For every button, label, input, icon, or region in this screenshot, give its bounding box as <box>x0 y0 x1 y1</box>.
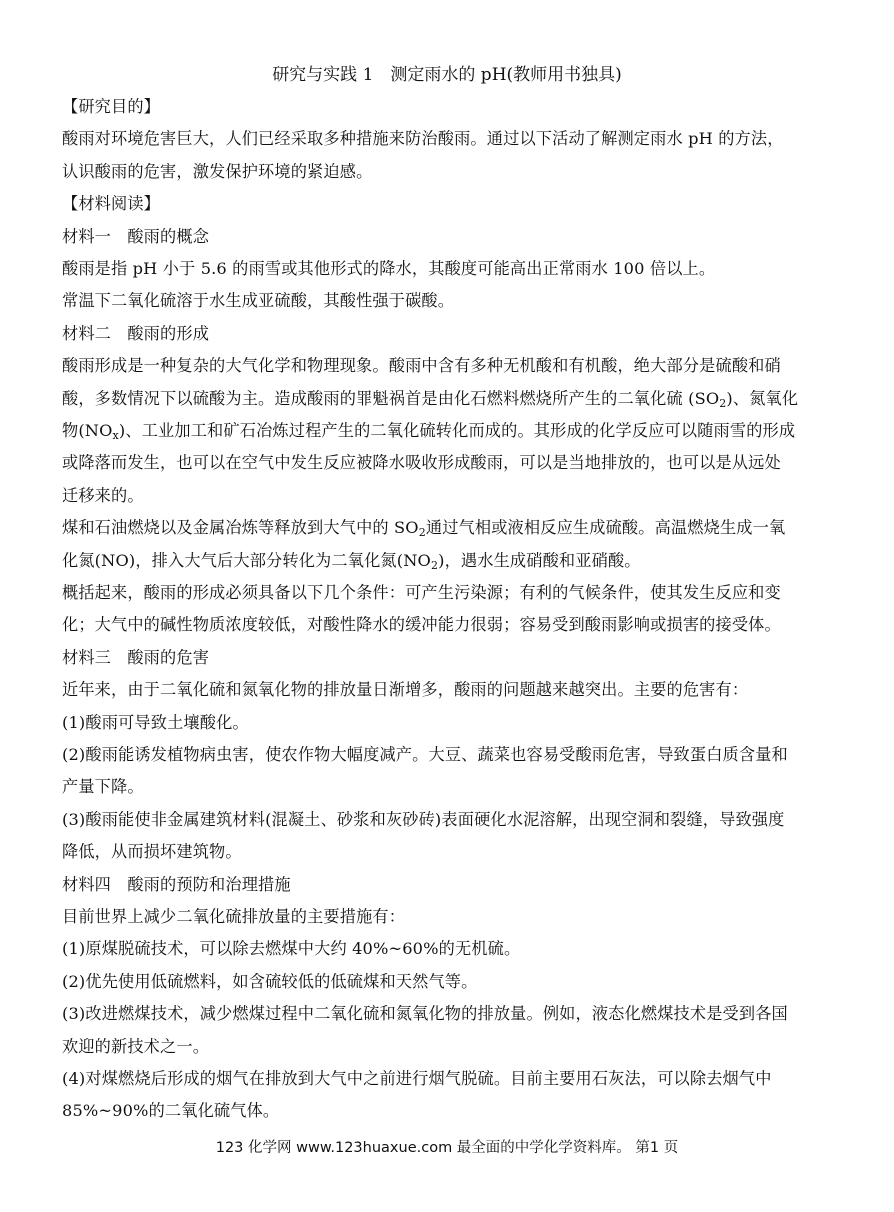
text-line <box>62 386 798 412</box>
text-line: 概括起来，酸雨的形成必须具备以下几个条件：可产生污染源；有利的气候条件，使其发生反应和变 <box>62 583 781 602</box>
text-line: 【研究目的】 <box>62 97 161 116</box>
subscript: 2 <box>430 558 439 572</box>
text-line: 酸雨对环境危害巨大，人们已经采取多种措施来防治酸雨。通过以下活动了解测定雨水 pH 的方法， <box>62 129 784 149</box>
text-line: 或降落而发生，也可以在空气中发生反应被降水吸收形成酸雨，可以是当地排放的，也可以是从远处 <box>62 453 781 473</box>
text-segment: 化氮(NO)，排入大气后大部分转化为二氧化氮(NO <box>62 550 431 570</box>
text-line: 材料三 酸雨的危害 <box>62 647 210 667</box>
text-line: 常温下二氧化硫溶于水生成亚硫酸，其酸性强于碳酸。 <box>62 291 455 311</box>
text-line: 目前世界上减少二氧化硫排放量的主要措施有： <box>62 907 406 926</box>
text-line: 产量下降。 <box>62 777 144 797</box>
text-line: 【材料阅读】 <box>62 194 161 214</box>
text-segment: 煤和石油燃烧以及金属冶炼等释放到大气中的 SO <box>62 518 419 538</box>
text-segment: 酸，多数情况下以硫酸为主。造成酸雨的罪魁祸首是由化石燃料燃烧所产生的二氧化硫 (SO <box>62 388 720 408</box>
subscript: x <box>112 429 119 442</box>
text-line: (2)优先使用低硫燃料，如含硫较低的低硫煤和天然气等。 <box>62 971 478 991</box>
text-line <box>62 418 795 444</box>
text-segment: 物(NO <box>62 421 113 440</box>
text-segment: )、氮氧化 <box>726 388 799 408</box>
text-line: 材料一 酸雨的概念 <box>62 226 210 246</box>
text-line: 酸雨是指 pH 小于 5.6 的雨雪或其他形式的降水，其酸度可能高出正常雨水 100 倍以上。 <box>62 259 716 278</box>
text-line: 酸雨形成是一种复杂的大气化学和物理现象。酸雨中含有多种无机酸和有机酸，绝大部分是硫酸和硝 <box>62 356 781 376</box>
document-title: 研究与实践 1 测定雨水的 pH(教师用书独具) <box>272 65 622 85</box>
text-line: 材料四 酸雨的预防和治理措施 <box>62 874 291 894</box>
text-line: (3)改进燃煤技术，减少燃煤过程中二氧化硫和氮氧化物的排放量。例如，液态化燃煤技术是受到各国 <box>62 1004 788 1024</box>
text-line: (1)酸雨可导致土壤酸化。 <box>62 712 249 732</box>
text-line: (1)原煤脱硫技术，可以除去燃煤中大约 40%~60%的无机硫。 <box>62 939 521 959</box>
text-line: 降低，从而损坏建筑物。 <box>62 842 242 862</box>
text-line: 材料二 酸雨的形成 <box>62 323 210 343</box>
text-line: (3)酸雨能使非金属建筑材料(混凝土、砂浆和灰砂砖)表面硬化水泥溶解，出现空洞和裂缝，导致强度 <box>62 809 785 829</box>
text-line: 迁移来的。 <box>62 485 144 505</box>
text-segment: )，遇水生成硝酸和亚硝酸。 <box>438 550 641 570</box>
text-line: (4)对煤燃烧后形成的烟气在排放到大气中之前进行烟气脱硫。目前主要用石灰法，可以除去烟气中 <box>62 1069 772 1088</box>
text-line: (2)酸雨能诱发植物病虫害，使农作物大幅度减产。大豆、蔬菜也容易受酸雨危害，导致蛋白质含量和 <box>62 745 788 764</box>
subscript: 2 <box>719 396 727 410</box>
text-segment: )、工业加工和矿石冶炼过程产生的二氧化硫转化而成的。其形成的化学反应可以随雨雪的形成 <box>118 421 796 440</box>
text-line: 化；大气中的碱性物质浓度较低，对酸性降水的缓冲能力很弱；容易受到酸雨影响或损害的接受体。 <box>62 615 781 635</box>
text-line: 欢迎的新技术之一。 <box>62 1036 210 1056</box>
text-line: 近年来，由于二氧化硫和氮氧化物的排放量日渐增多，酸雨的问题越来越突出。主要的危害有： <box>62 680 749 700</box>
subscript: 2 <box>418 526 426 540</box>
text-line <box>62 548 641 574</box>
text-line: 85%~90%的二氧化硫气体。 <box>62 1101 280 1121</box>
text-line <box>62 515 785 541</box>
page-footer: 123 化学网 www.123huaxue.com 最全面的中学化学资料库。 第1 页 <box>215 1140 679 1156</box>
text-segment: 通过气相或液相反应生成硫酸。高温燃烧生成一氧 <box>425 518 786 538</box>
text-line: 认识酸雨的危害，激发保护环境的紧迫感。 <box>62 161 373 181</box>
